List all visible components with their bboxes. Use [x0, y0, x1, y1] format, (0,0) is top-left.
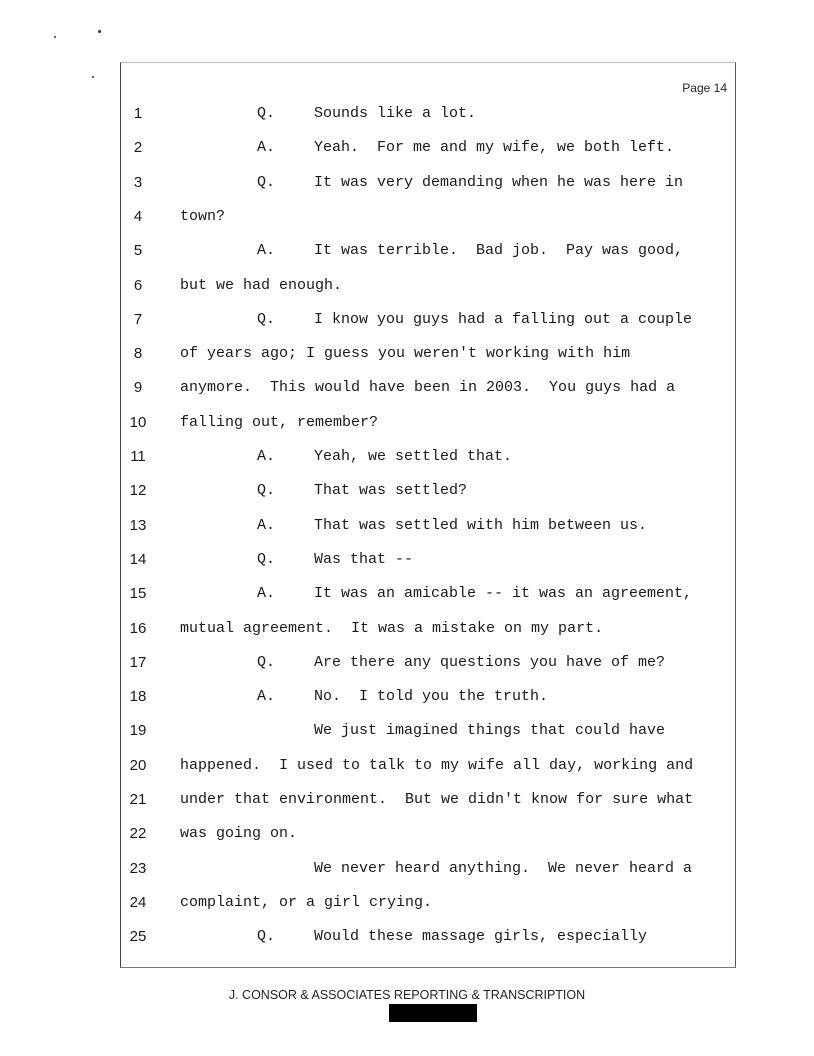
line-number: 6 [133, 276, 143, 294]
transcript-line [121, 311, 737, 345]
line-number: 21 [129, 791, 147, 808]
transcript-line [121, 894, 737, 928]
line-text: anymore. This would have been in 2003. You guys had a [180, 379, 676, 397]
transcript-line [121, 208, 737, 242]
line-text: It was very demanding when he was here in [314, 173, 684, 191]
line-number: 12 [129, 482, 147, 500]
line-number: 13 [129, 516, 147, 534]
line-number: 17 [129, 653, 147, 671]
transcript-line [121, 928, 737, 962]
speaker-label: A. [257, 516, 276, 534]
speaker-label: Q. [257, 173, 276, 191]
transcript-line [121, 414, 737, 448]
transcript-line [121, 345, 737, 379]
transcript-line [121, 379, 737, 413]
transcript-line [121, 242, 737, 276]
line-number: 20 [129, 756, 147, 774]
line-text: I know you guys had a falling out a couple [314, 310, 693, 328]
transcript-line [121, 482, 737, 516]
transcript-line [121, 791, 737, 825]
transcript-line [121, 688, 737, 722]
line-number: 9 [133, 379, 143, 397]
speaker-label: Q. [257, 482, 276, 500]
transcript-line [121, 620, 737, 654]
transcript-line [121, 585, 737, 619]
transcript-line [121, 551, 737, 585]
line-number: 3 [133, 173, 143, 191]
line-text: That was settled with him between us. [314, 516, 648, 534]
line-text: under that environment. But we didn't know for sure what [180, 791, 694, 808]
line-text: Are there any questions you have of me? [314, 653, 666, 671]
line-number: 22 [129, 825, 147, 843]
speaker-label: Q. [257, 310, 276, 328]
line-text: mutual agreement. It was a mistake on my part. [180, 619, 604, 637]
speaker-label: A. [257, 242, 276, 260]
line-number: 24 [129, 893, 147, 911]
speaker-label: Q. [257, 928, 276, 946]
line-number: 15 [129, 585, 147, 603]
line-number: 18 [129, 688, 147, 706]
speaker-label: Q. [257, 653, 276, 671]
line-text: That was settled? [314, 482, 468, 500]
speaker-label: Q. [257, 105, 276, 122]
page-number: Page 14 [682, 81, 727, 95]
line-text: but we had enough. [180, 276, 343, 294]
transcript-line [121, 825, 737, 859]
transcript-line [121, 654, 737, 688]
line-number: 19 [129, 722, 147, 740]
line-text: was going on. [180, 825, 298, 843]
transcript-line [121, 105, 737, 139]
speaker-label: A. [257, 448, 276, 465]
line-text: We never heard anything. We never heard a [314, 859, 693, 877]
line-text: complaint, or a girl crying. [180, 893, 433, 911]
line-text: of years ago; I guess you weren't working with him [180, 345, 631, 363]
line-text: Was that -- [314, 550, 414, 568]
footer-reporter: J. CONSOR & ASSOCIATES REPORTING & TRANSCRIPTION [228, 988, 586, 1002]
line-number: 7 [133, 310, 143, 328]
redaction-block [389, 1004, 477, 1022]
line-number: 8 [133, 345, 143, 363]
line-number: 1 [133, 105, 143, 122]
speaker-label: Q. [257, 550, 276, 568]
speaker-label: A. [257, 585, 276, 603]
line-number: 2 [133, 139, 143, 157]
transcript-line [121, 757, 737, 791]
line-number: 5 [133, 242, 143, 260]
line-number: 16 [129, 619, 147, 637]
transcript-line [121, 174, 737, 208]
transcript-line [121, 448, 737, 482]
line-number: 10 [129, 413, 147, 431]
line-text: falling out, remember? [180, 413, 379, 431]
line-text: We just imagined things that could have [314, 722, 666, 740]
line-text: Yeah, we settled that. [314, 448, 513, 465]
line-text: Sounds like a lot. [314, 105, 477, 122]
transcript-line [121, 277, 737, 311]
line-text: Would these massage girls, especially [314, 928, 648, 946]
transcript-line [121, 517, 737, 551]
line-number: 14 [129, 550, 147, 568]
line-text: It was terrible. Bad job. Pay was good, [314, 242, 684, 260]
transcript-page [120, 62, 736, 968]
line-text: No. I told you the truth. [314, 688, 549, 706]
transcript-line [121, 722, 737, 756]
line-text: Yeah. For me and my wife, we both left. [314, 139, 675, 157]
line-text: It was an amicable -- it was an agreement, [314, 585, 693, 603]
speaker-label: A. [257, 139, 276, 157]
transcript-line [121, 860, 737, 894]
line-text: town? [180, 207, 226, 225]
speaker-label: A. [257, 688, 276, 706]
line-number: 11 [130, 448, 146, 465]
line-number: 4 [133, 207, 143, 225]
transcript-line [121, 139, 737, 173]
line-number: 23 [129, 859, 147, 877]
scan-speck [54, 36, 56, 38]
line-number: 25 [129, 928, 147, 946]
scan-speck [92, 76, 94, 78]
scan-speck [98, 30, 101, 33]
line-text: happened. I used to talk to my wife all day, working and [180, 756, 694, 774]
